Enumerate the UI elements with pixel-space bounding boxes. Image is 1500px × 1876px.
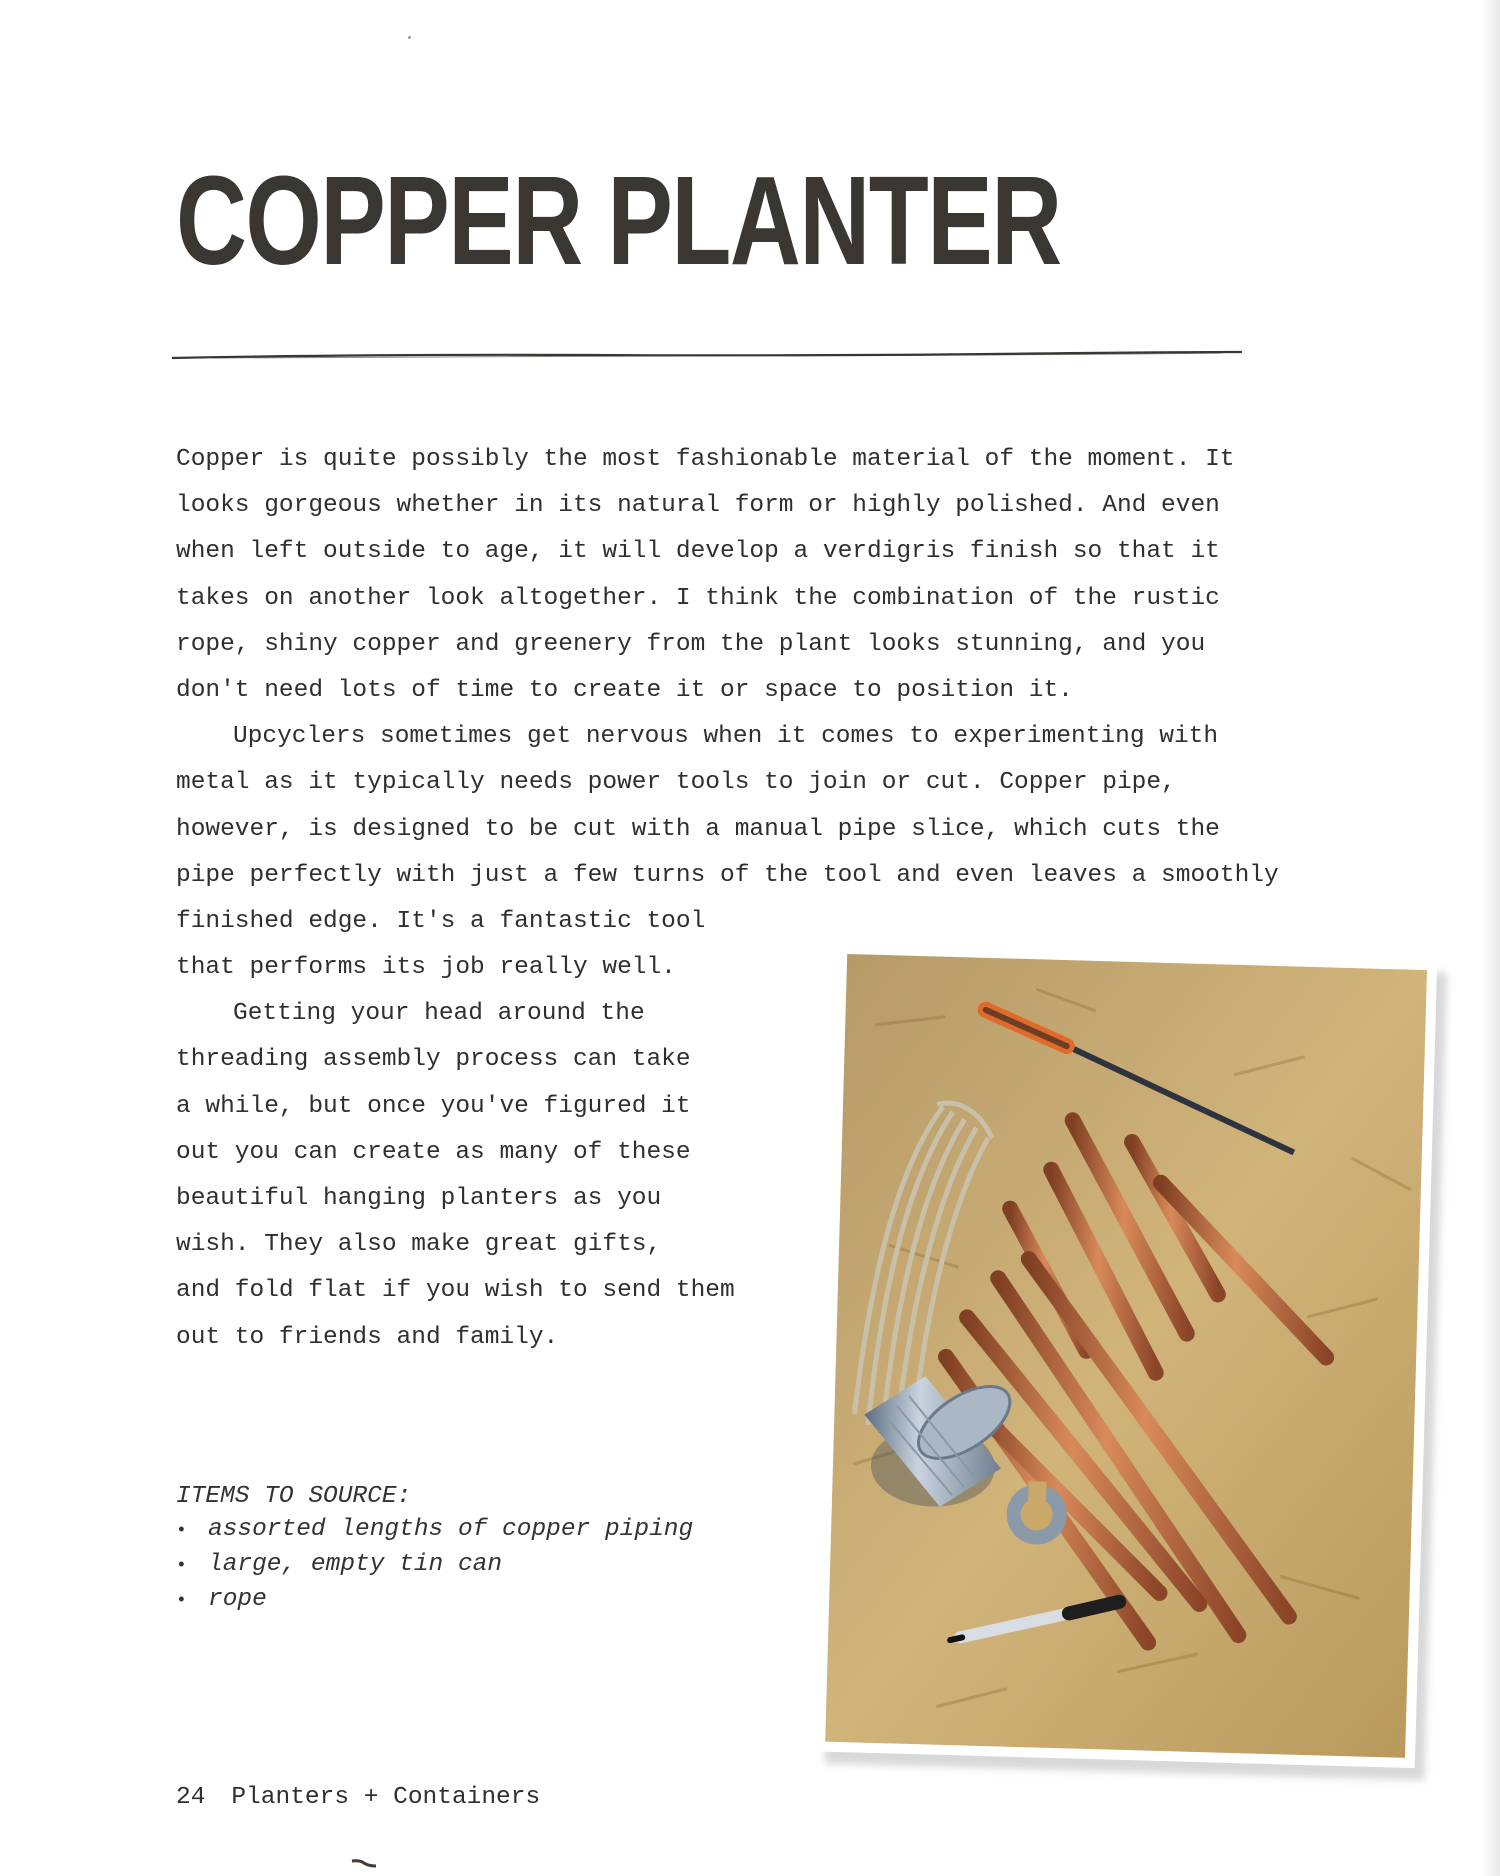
text-line: wish. They also make great gifts, xyxy=(176,1231,662,1259)
text-line: a while, but once you've figured it xyxy=(176,1092,691,1120)
page-edge-shadow xyxy=(1482,0,1500,1876)
text-line: threading assembly process can take xyxy=(176,1046,691,1074)
page-title: COPPER PLANTER xyxy=(176,150,1061,291)
item-label: assorted lengths of copper piping xyxy=(208,1516,694,1543)
text-line: looks gorgeous whether in its natural form or highly polished. And even xyxy=(176,492,1220,520)
photo-illustration xyxy=(815,944,1437,1768)
bullet-icon: • xyxy=(176,1556,187,1576)
text-line: rope, shiny copper and greenery from the plant looks stunning, and you xyxy=(176,630,1206,658)
items-to-source xyxy=(176,1480,693,1618)
items-heading: ITEMS TO SOURCE: xyxy=(176,1483,412,1510)
bullet-icon: • xyxy=(176,1591,187,1611)
list-item xyxy=(176,1583,693,1618)
text-line: however, is designed to be cut with a manual pipe slice, which cuts the xyxy=(176,815,1220,843)
text-line: out you can create as many of these xyxy=(176,1138,691,1166)
list-item xyxy=(176,1513,693,1548)
title-underline xyxy=(172,349,1242,363)
text-line: out to friends and family. xyxy=(176,1323,559,1351)
materials-photo xyxy=(815,944,1446,1777)
item-label: rope xyxy=(208,1586,267,1613)
text-line: Getting your head around the xyxy=(233,1000,645,1028)
text-line: beautiful hanging planters as you xyxy=(176,1185,662,1212)
text-line: and fold flat if you wish to send them xyxy=(176,1277,735,1305)
section-name: Planters + Containers xyxy=(231,1784,541,1811)
page-number: 24 xyxy=(176,1784,206,1811)
text-line: pipe perfectly with just a few turns of the tool and even leaves a smoothly xyxy=(176,861,1279,889)
list-item xyxy=(176,1548,693,1583)
text-line: when left outside to age, it will develop a verdigris finish so that it xyxy=(176,538,1220,566)
speck-mark xyxy=(408,36,411,39)
text-line: Upcyclers sometimes get nervous when it comes to experimenting with xyxy=(233,723,1219,751)
text-line: metal as it typically needs power tools to join or cut. Copper pipe, xyxy=(176,769,1176,797)
text-line: Copper is quite possibly the most fashionable material of the moment. It xyxy=(176,446,1235,473)
text-line: that performs its job really well. xyxy=(176,954,676,982)
text-line: don't need lots of time to create it or space to position it. xyxy=(176,676,1073,704)
page-footer xyxy=(176,1784,540,1811)
bullet-icon: • xyxy=(176,1521,187,1541)
ink-mark xyxy=(350,1858,378,1868)
item-label: large, empty tin can xyxy=(208,1551,503,1578)
text-line: finished edge. It's a fantastic tool xyxy=(176,907,706,935)
text-line: takes on another look altogether. I think the combination of the rustic xyxy=(176,584,1220,612)
